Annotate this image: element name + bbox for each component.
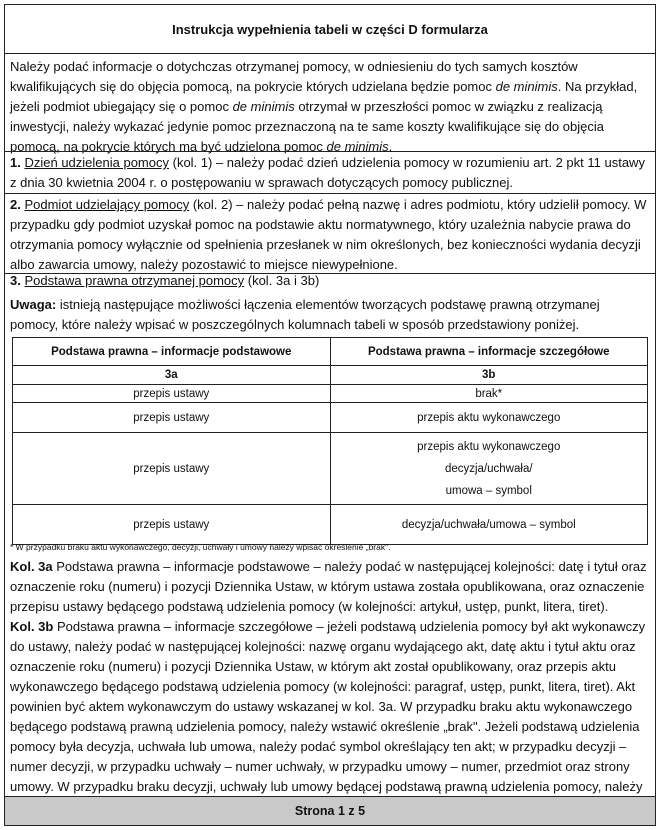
table-cell-line: decyzja/uchwała/ (444, 462, 533, 475)
table-row (13, 385, 648, 403)
intro-text-2: . Na przykład, jeżeli podmiot ubiegający się o pomoc (10, 79, 638, 114)
note-text: istnieją następujące możliwości łączenia elementów tworzących podstawę prawną otrzymanej pomocy, które należy wpisać w poszczególnych kolumnach tabeli w sposób przedstawiony poniżej. (10, 297, 600, 332)
table-row (13, 433, 648, 505)
item-1 (5, 151, 655, 193)
table-subheader-3b: 3b (330, 366, 648, 385)
table-subheader-3a: 3a (13, 366, 331, 385)
kol-3b-text: Podstawa prawna – informacje szczegółowe – jeżeli podstawą udzielenia pomocy był akt wykonawczy do ustawy, należy podać w następującej kolejności: nazwę organu wydającego akt, datę aktu i tytuł aktu oraz oznaczenie roku (numeru) i pozycji Dziennika Ustaw, w którym akt został opublikowany, oraz przepis aktu wykonawczego będącego podstawą udzielenia pomocy (w kolejności: paragraf, ustęp, punkt, litera, tiret). Akt powinien być aktem wykonawczym do ustawy wskazanej w kol. 3a. W przypadku braku aktu wykonawczego będącego podstawą prawną udzielenia pomocy, należy wstawić określenie „brak". Jeżeli podstawą udzielenia pomocy była decyzja, uchwała lub umowa, należy podać symbol określający ten akt; w przypadku decyzji – numer decyzji, w przypadku uchwały – numer uchwały, w przypadku umowy – numer, przedmiot oraz strony umowy. W przypadku braku decyzji, uchwały lub umowy będącej podstawą prawną udzielenia pomocy, należy (10, 619, 646, 794)
item-2-text: (kol. 2) – należy podać pełną nazwę i adres podmiotu, który udzielił pomocy. W przypadku gdy podmiot uzyskał pomoc na podstawie aktu normatywnego, który uzależnia nabycie prawa do otrzymania pomocy wyłącznie od spełnienia przesłanek w nim określonych, bez konieczności wydania decyzji albo zawarcia umowy, należy pozostawić to miejsce niewypełnione. (10, 197, 647, 272)
table-cell-line: umowa – symbol (445, 484, 532, 497)
table-cell-3b: brak* (330, 385, 648, 403)
item-3-term: Podstawa prawna otrzymanej pomocy (24, 273, 245, 288)
item-3-number: 3. (10, 273, 21, 288)
instruction-frame (4, 4, 656, 826)
kol-3b-label: Kol. 3b (10, 619, 54, 634)
page-title: Instrukcja wypełnienia tabeli w części D formularza (5, 5, 655, 54)
page-footer: Strona 1 z 5 (5, 796, 655, 825)
table-cell-3a: przepis ustawy (13, 403, 331, 433)
table-cell-3b (330, 433, 648, 505)
intro-text-4: . (388, 139, 393, 154)
item-3 (5, 269, 655, 291)
kol-3a-label: Kol. 3a (10, 559, 53, 574)
legal-basis-table (12, 337, 648, 545)
intro-term-3: de minimis (326, 139, 389, 154)
note-paragraph (5, 293, 655, 335)
intro-paragraph (5, 55, 655, 157)
item-2-number: 2. (10, 197, 21, 212)
table-row (13, 403, 648, 433)
table-cell-3a: przepis ustawy (13, 385, 331, 403)
intro-text-1: Należy podać informacje o dotychczas otrzymanej pomocy, w odniesieniu do tych samych kosztów kwalifikujących się do objęcia pomocą, na pokrycie których udzielana będzie pomoc (10, 59, 578, 94)
item-3-text: (kol. 3a i 3b) (244, 273, 320, 288)
table-footnote: * W przypadku braku aktu wykonawczego, decyzji, uchwały i umowy należy wpisać określenie „brak". (10, 542, 391, 552)
kol-3a-text: Podstawa prawna – informacje podstawowe – należy podać w następującej kolejności: datę i tytuł oraz oznaczenie roku (numeru) i pozycji Dziennika Ustaw, w którym ustawa została opublikowana, oraz oznaczenie przepisu ustawy będącego podstawą udzielenia pomocy (w kolejności: artykuł, ustęp, punkt, litera, tiret). (10, 559, 647, 614)
table-header-basic: Podstawa prawna – informacje podstawowe (13, 338, 331, 366)
table-cell-3a: przepis ustawy (13, 505, 331, 545)
intro-term-1: de minimis (495, 79, 558, 94)
table-cell-line: przepis aktu wykonawczego (417, 440, 561, 453)
kol-3a-paragraph (5, 555, 655, 617)
table-cell-3a: przepis ustawy (13, 433, 331, 505)
intro-text-3: otrzymał w przeszłości pomoc w związku z realizacją inwestycji, należy wykazać jedynie pomoc przeznaczoną na te same koszty kwalifikujące się do objęcia pomocą, na pokrycie których ma być udzielona pomoc (10, 99, 604, 154)
item-1-number: 1. (10, 155, 21, 170)
table-header-detailed: Podstawa prawna – informacje szczegółowe (330, 338, 648, 366)
item-2-term: Podmiot udzielający pomocy (24, 197, 190, 212)
item-1-text: (kol. 1) – należy podać dzień udzielenia pomocy w rozumieniu art. 2 pkt 11 ustawy z dnia 30 kwietnia 2004 r. o postępowaniu w sprawach dotyczących pomocy publicznej. (10, 155, 645, 190)
kol-3b-paragraph (5, 615, 655, 817)
intro-term-2: de minimis (232, 99, 295, 114)
table-cell-3b: przepis aktu wykonawczego (330, 403, 648, 433)
table-cell-3b: decyzja/uchwała/umowa – symbol (330, 505, 648, 545)
item-2 (5, 193, 655, 275)
table-row (13, 505, 648, 545)
item-1-term: Dzień udzielenia pomocy (24, 155, 169, 170)
note-label: Uwaga: (10, 297, 57, 312)
